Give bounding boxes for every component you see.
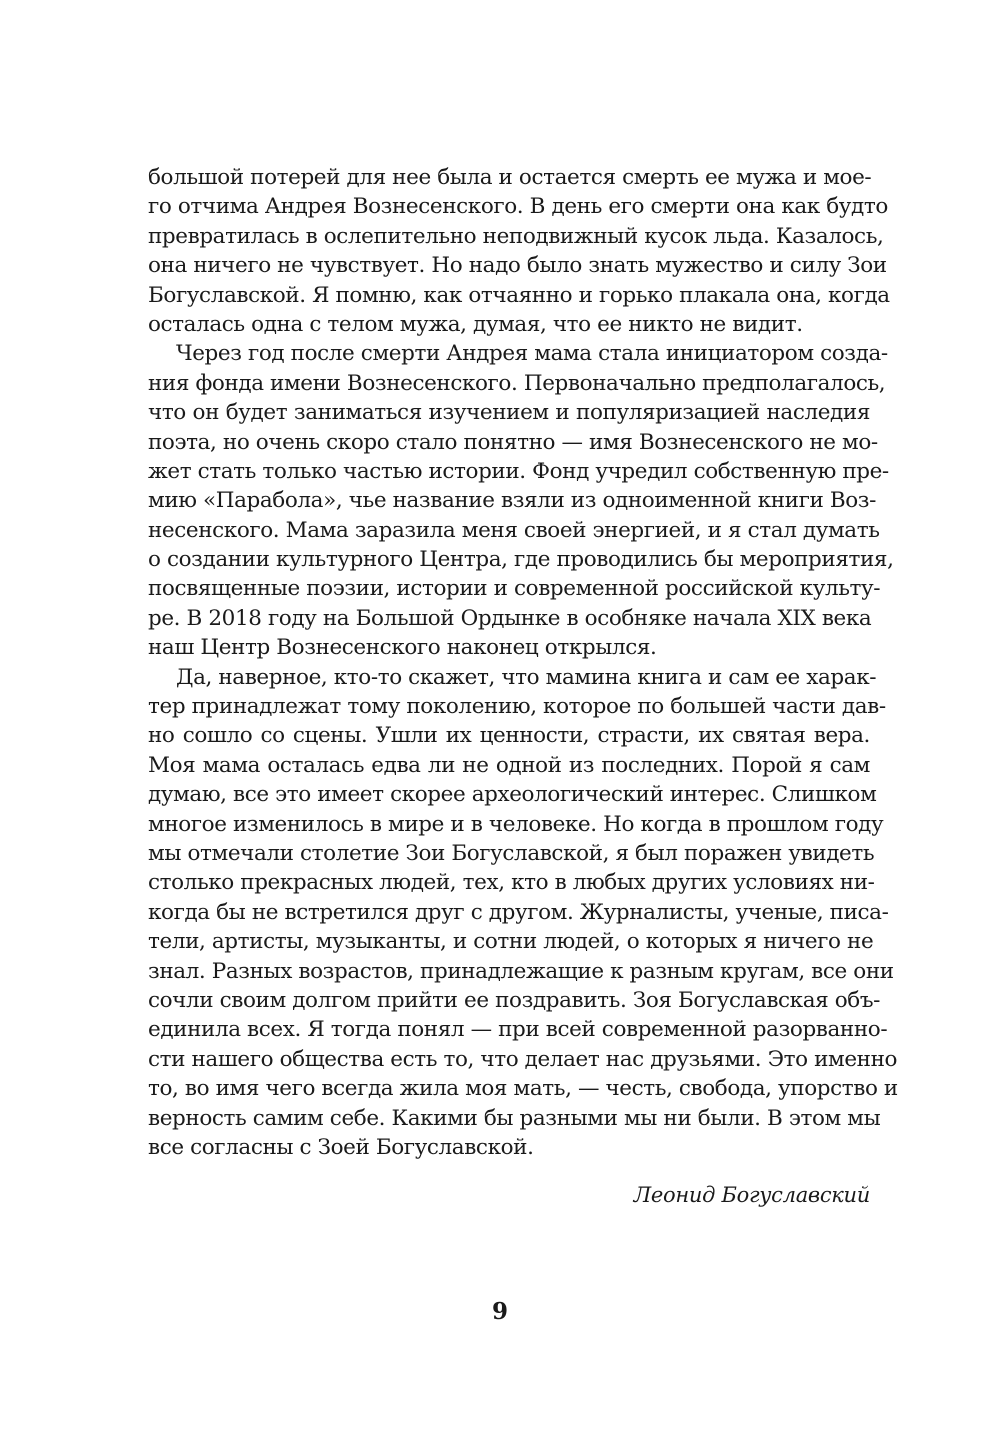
text-line: ния фонда имени Вознесенского. Первоначально предполагалось,	[148, 370, 886, 396]
text-line: поэта, но очень скоро стало понятно — имя Вознесенского не мо-	[148, 429, 878, 455]
text-line: Богуславской. Я помню, как отчаянно и горько плакала она, когда	[148, 282, 890, 308]
text-line: посвященные поэзии, истории и современной российской культу-	[148, 576, 881, 602]
text-line: мию «Парабола», чье название взяли из одноименной книги Воз-	[148, 488, 876, 514]
text-line: осталась одна с телом мужа, думая, что ее никто не видит.	[148, 311, 803, 337]
text-line: что он будет заниматься изучением и популяризацией наследия	[148, 400, 870, 426]
text-line: знал. Разных возрастов, принадлежащие к разным кругам, все они	[148, 958, 894, 984]
text-line: наш Центр Вознесенского наконец открылся.	[148, 635, 657, 661]
text-line: го отчима Андрея Вознесенского. В день его смерти она как будто	[148, 194, 888, 220]
text-line: тели, артисты, музыканты, и сотни людей, о которых я ничего не	[148, 929, 874, 955]
text-line: несенского. Мама заразила меня своей энергией, и я стал думать	[148, 517, 880, 543]
text-line: Через год после смерти Андрея мама стала инициатором созда-	[176, 341, 888, 367]
body-text	[148, 163, 898, 1162]
text-line: единила всех. Я тогда понял — при всей современной разорванно-	[148, 1017, 888, 1043]
text-line: многое изменилось в мире и в человеке. Но когда в прошлом году	[148, 811, 884, 837]
text-line: верность самим себе. Какими бы разными мы ни были. В этом мы	[148, 1105, 881, 1131]
text-line: когда бы не встретился друг с другом. Журналисты, ученые, писа-	[148, 899, 889, 925]
text-line: ре. В 2018 году на Большой Ордынке в особняке начала XIX века	[148, 605, 872, 631]
text-line: сти нашего общества есть то, что делает нас друзьями. Это именно	[148, 1046, 898, 1072]
text-line: мы отмечали столетие Зои Богуславской, я был поражен увидеть	[148, 840, 875, 866]
text-line: она ничего не чувствует. Но надо было знать мужество и силу Зои	[148, 253, 887, 279]
text-line: превратилась в ослепительно неподвижный кусок льда. Казалось,	[148, 223, 884, 249]
author-signature: Леонид Богуславский	[633, 1183, 870, 1207]
text-line: тер принадлежат тому поколению, которое по большей части дав-	[148, 694, 886, 720]
text-line: думаю, все это имеет скорее археологический интерес. Слишком	[148, 782, 877, 808]
text-line: но сошло со сцены. Ушли их ценности, страсти, их святая вера.	[148, 723, 870, 749]
text-line: все согласны с Зоей Богуславской.	[148, 1134, 534, 1160]
page-number: 9	[491, 1298, 508, 1325]
text-line: то, во имя чего всегда жила моя мать, — честь, свобода, упорство и	[148, 1076, 898, 1102]
text-line: Да, наверное, кто-то скажет, что мамина книга и сам ее харак-	[176, 664, 877, 690]
text-line: большой потерей для нее была и остается смерть ее мужа и мое-	[148, 165, 872, 190]
text-line: Моя мама осталась едва ли не одной из последних. Порой я сам	[148, 752, 870, 778]
text-line: жет стать только частью истории. Фонд учредил собственную пре-	[148, 458, 889, 484]
text-line: о создании культурного Центра, где проводились бы мероприятия,	[148, 547, 894, 573]
text-line: сочли своим долгом прийти ее поздравить. Зоя Богуславская объ-	[148, 987, 880, 1013]
text-line: столько прекрасных людей, тех, кто в любых других условиях ни-	[148, 870, 875, 896]
